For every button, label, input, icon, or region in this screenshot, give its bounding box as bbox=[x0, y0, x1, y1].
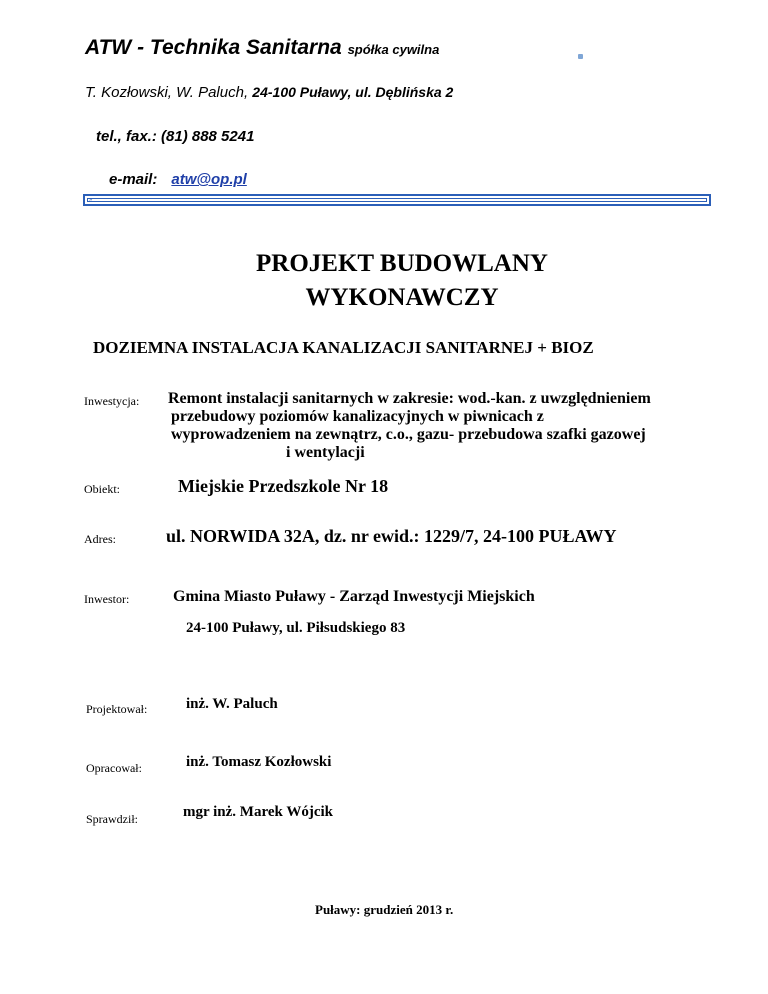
investor-value: Gmina Miasto Puławy - Zarząd Inwestycji Miejskich bbox=[173, 588, 535, 605]
prepared-by-value: inż. Tomasz Kozłowski bbox=[186, 754, 332, 770]
designed-by-label: Projektował: bbox=[86, 702, 148, 716]
document-subtitle: DOZIEMNA INSTALACJA KANALIZACJI SANITARNEJ + BIOZ bbox=[93, 338, 594, 357]
divider-marker-icon: » bbox=[89, 197, 93, 203]
investment-line: i wentylacji bbox=[286, 444, 365, 461]
checked-by-label: Sprawdził: bbox=[86, 812, 138, 826]
email-label: e-mail: bbox=[109, 171, 158, 188]
decorative-dot-icon bbox=[578, 54, 583, 59]
document-title-line1: PROJEKT BUDOWLANY bbox=[256, 250, 548, 277]
company-phone: tel., fax.: (81) 888 5241 bbox=[96, 128, 255, 145]
company-legal-form: spółka cywilna bbox=[347, 42, 440, 57]
investor-address: 24-100 Puławy, ul. Piłsudskiego 83 bbox=[186, 620, 406, 636]
company-email-row bbox=[109, 171, 247, 188]
investor-label: Inwestor: bbox=[84, 592, 130, 606]
investment-line: wyprowadzeniem na zewnątrz, c.o., gazu- przebudowa szafki gazowej bbox=[171, 426, 646, 443]
investment-line: Remont instalacji sanitarnych w zakresie: wod.-kan. z uwzględnieniem bbox=[168, 390, 651, 407]
address-value: ul. NORWIDA 32A, dz. nr ewid.: 1229/7, 24-100 PUŁAWY bbox=[166, 526, 617, 546]
letterhead-divider-inner bbox=[87, 198, 707, 202]
owners-names: T. Kozłowski, W. Paluch, bbox=[85, 84, 249, 101]
checked-by-value: mgr inż. Marek Wójcik bbox=[183, 804, 333, 820]
place-date: Puławy: grudzień 2013 r. bbox=[315, 902, 454, 917]
company-name bbox=[85, 36, 439, 60]
investment-description bbox=[168, 390, 651, 462]
investment-line: przebudowy poziomów kanalizacyjnych w piwnicach z bbox=[171, 408, 544, 425]
email-link[interactable]: atw@op.pl bbox=[171, 171, 247, 188]
investment-label: Inwestycja: bbox=[84, 394, 140, 408]
address-label: Adres: bbox=[84, 532, 116, 546]
object-value: Miejskie Przedszkole Nr 18 bbox=[178, 476, 389, 496]
letterhead-divider bbox=[83, 194, 711, 206]
object-label: Obiekt: bbox=[84, 482, 120, 496]
document-title-line2: WYKONAWCZY bbox=[305, 284, 499, 311]
company-owners bbox=[85, 84, 453, 101]
designed-by-value: inż. W. Paluch bbox=[186, 696, 278, 712]
prepared-by-label: Opracował: bbox=[86, 761, 142, 775]
company-name-text: ATW - Technika Sanitarna bbox=[85, 36, 342, 59]
owners-address: 24-100 Puławy, ul. Dęblińska 2 bbox=[252, 84, 454, 100]
